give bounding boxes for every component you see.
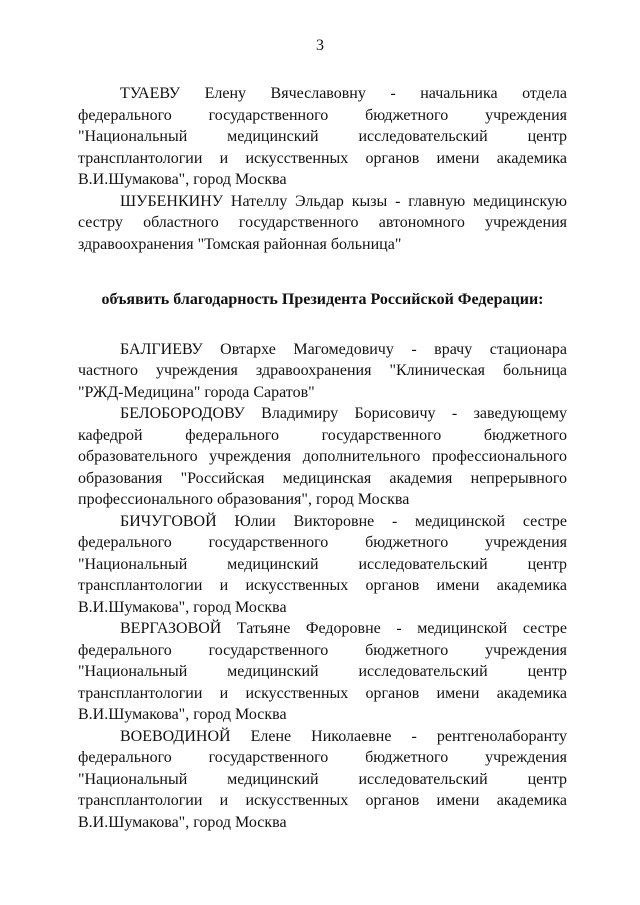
entry-paragraph: [78, 511, 567, 619]
text-line: БАЛГИЕВУ Овтархе Магомедовичу - врачу стационара: [120, 340, 567, 358]
text-line: профессионального образования", город Москва: [78, 491, 410, 508]
entry-paragraph: [78, 339, 567, 404]
entry-paragraph: [78, 618, 567, 726]
text-line: БЕЛОБОРОДОВУ Владимиру Борисовичу - заведующему: [120, 405, 567, 422]
text-line: федерального государственного бюджетного учреждения: [78, 641, 567, 659]
award-list-before: [78, 83, 567, 255]
text-line: образовательного учреждения дополнительного профессионального: [78, 448, 567, 465]
text-line: ВОЕВОДИНОЙ Елене Николаевне - рентгенолаборанту: [120, 727, 567, 745]
page-number: 3: [316, 37, 324, 54]
text-line: В.И.Шумакова", город Москва: [78, 706, 287, 723]
entry-paragraph: [78, 726, 567, 834]
section-heading: объявить благодарность Президента Российской Федерации:: [101, 291, 544, 308]
text-line: федерального государственного бюджетного учреждения: [78, 106, 567, 124]
text-line: БИЧУГОВОЙ Юлии Викторовне - медицинской сестре: [120, 512, 567, 530]
entry-paragraph: [78, 83, 567, 191]
text-line: трансплантологии и искусственных органов имени академика: [78, 792, 567, 809]
text-line: трансплантологии и искусственных органов имени академика: [78, 149, 567, 167]
entry-paragraph: [78, 191, 567, 256]
text-line: "РЖД-Медицина" города Саратов": [78, 383, 315, 401]
text-line: "Национальный медицинский исследовательский центр: [78, 128, 567, 145]
text-line: сестру областного государственного автономного учреждения: [78, 214, 567, 231]
text-line: кафедрой федерального государственного бюджетного: [78, 426, 567, 444]
text-line: В.И.Шумакова", город Москва: [78, 598, 287, 616]
text-line: трансплантологии и искусственных органов имени академика: [78, 577, 567, 594]
text-line: "Национальный медицинский исследовательский центр: [78, 770, 567, 788]
text-line: образования "Российская медицинская академия непрерывного: [78, 469, 567, 487]
text-line: здравоохранения "Томская районная больница": [78, 235, 402, 253]
text-line: В.И.Шумакова", город Москва: [78, 171, 287, 188]
text-line: федерального государственного бюджетного учреждения: [78, 749, 567, 766]
text-line: частного учреждения здравоохранения "Клиническая больница: [78, 362, 567, 379]
text-line: ВЕРГАЗОВОЙ Татьяне Федоровне - медицинской сестре: [120, 620, 567, 637]
document-body: [78, 83, 567, 833]
text-line: ШУБЕНКИНУ Нателлу Эльдар кызы - главную медицинскую: [120, 192, 567, 210]
text-line: В.И.Шумакова", город Москва: [78, 813, 287, 831]
text-line: ТУАЕВУ Елену Вячеславовну - начальника отдела: [120, 85, 567, 102]
text-line: трансплантологии и искусственных органов имени академика: [78, 684, 567, 702]
text-line: "Национальный медицинский исследовательский центр: [78, 663, 567, 680]
entry-paragraph: [78, 403, 567, 511]
gratitude-list: [78, 339, 567, 834]
text-line: федерального государственного бюджетного учреждения: [78, 534, 567, 551]
text-line: "Национальный медицинский исследовательский центр: [78, 555, 567, 573]
